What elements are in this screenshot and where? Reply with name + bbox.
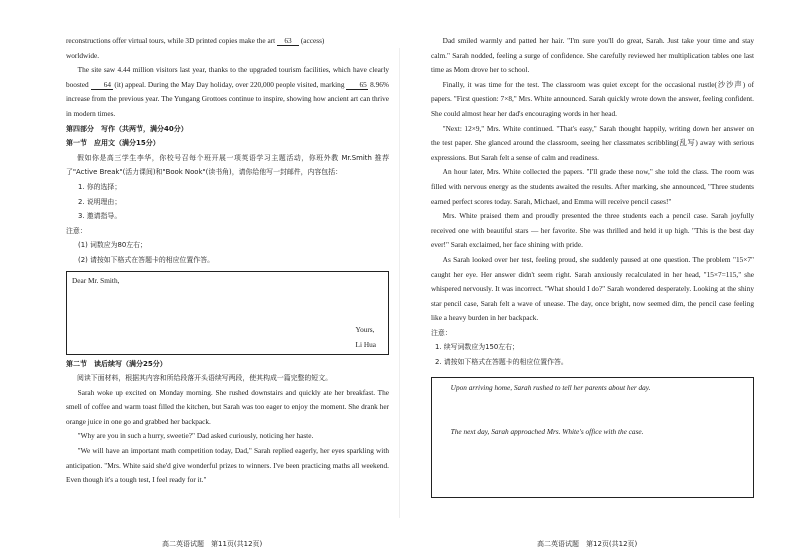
writing-space	[439, 395, 746, 425]
continuation-answer-box	[431, 377, 754, 498]
note-item: (2) 请按如下格式在答题卡的相应位置作答。	[78, 255, 214, 264]
passage-text: (access)	[299, 36, 325, 45]
list-item: 2. 说明理由；	[78, 197, 122, 206]
answer-blank-65: 65	[346, 80, 368, 90]
passage-paragraph	[66, 63, 389, 121]
passage-text: people visited, marking	[275, 79, 347, 89]
story-paragraph: Dad smiled warmly and patted her hair. "I'm sure you'll do great, Sarah. Just take your time and stay calm." Sarah nodded, feeling a surge of confidence. She carefully reviewed her multiplication tables one last time as Mom drove her to school.	[431, 36, 754, 75]
note-item: 2. 请按如下格式在答题卡的相应位置作答。	[435, 358, 568, 367]
story-paragraph: As Sarah looked over her test, feeling proud, she suddenly paused at one question. The problem "15×7" caught her eye. Her answer didn't seem right. Sarah anxiously recalculated in her head, "15×7=115," she whispered nervously. It was incorrect. "What should I do?" Sarah wondered desperately. Looking at the shiny star pencil case, Sarah felt a wave of unease. The day, once bright, now seemed dim, the pencil case feeling like a heavy burden in her backpack.	[431, 254, 754, 323]
passage-text: The site saw 4.44 million visitors last year, thanks to the upgraded tourism facilities,	[77, 65, 331, 75]
story-paragraph: "Next: 12×9," Mrs. White continued. "That's easy," Sarah thought happily, writing down her answer on the test paper. She glanced around the classroom, seeing her classmates scribbling(乱写) away with serious expressions. But Sarah felt a sense of calm and readiness.	[431, 123, 754, 162]
prompt-text: 假如你是高三学生李华，你校号召每个班开展一项英语学习主题活动，你班外教 Mr.	[77, 153, 352, 162]
list-item: 3. 邀请指导。	[78, 212, 122, 221]
passage-line: worldwide.	[66, 50, 100, 60]
answer-blank-64: 64	[91, 80, 113, 90]
letter-signature: Li Hua	[355, 339, 376, 349]
left-page	[66, 34, 389, 488]
story-paragraph: An hour later, Mrs. White collected the papers. "I'll grade these now," she told the class. The room was filled with nervous energy as the students awaited the results. After marking, she announced, "Three students earned perfect scores today. Sarah, Michael, and Emma will receive pencil cases!"	[431, 167, 754, 206]
passage-line	[66, 34, 389, 49]
letter-closing: Yours,	[355, 325, 375, 335]
answer-blank-63: 63	[277, 36, 299, 46]
page-footer-right: 高二英语试题 第12页(共12页)	[537, 540, 638, 548]
letter-greeting: Dear Mr. Smith,	[72, 275, 120, 285]
right-page	[431, 34, 754, 498]
section-instruction: 阅读下面材料，根据其内容和所给段落开头语续写两段，使其构成一篇完整的短文。	[77, 374, 332, 383]
note-item: 1. 续写词数应为150左右；	[435, 343, 519, 352]
passage-text: which have clearly boosted	[66, 65, 389, 89]
page-divider	[399, 48, 400, 518]
letter-answer-box	[66, 271, 389, 355]
paragraph-opener-1: Upon arriving home, Sarah rushed to tell her parents about her day.	[450, 382, 651, 392]
passage-text: 8.96% increase from the previous year. The Yungang	[66, 79, 389, 104]
prompt-text: Smith 推荐了"Active Break"(活力课间)和"Book Nook"(读书角)，请你给他写一封邮件，	[66, 153, 389, 177]
paragraph-opener-2: The next day, Sarah approached Mrs. White's office with the case.	[450, 427, 644, 437]
story-paragraph: Finally, it was time for the test. The classroom was quiet except for the occasional rustle(沙沙声) of papers. "First question: 7×8," Mrs. White announced. Sarah quickly wrote down the answer, feeling confident. She could almost hear her dad's encouraging words in her head.	[431, 79, 754, 118]
section-title: 第二节 读后续写（满分25分）	[66, 359, 167, 368]
note-label: 注意：	[431, 328, 452, 337]
list-item: 1. 你的选择；	[78, 182, 122, 191]
story-paragraph: "We will have an important math competition today, Dad," Sarah replied eagerly, her eyes sparkling with anticipation. "Mrs. White said she'd give wonderful prizes to winners. I've been practicing maths all weekend. Even though it's a tough test, I feel ready for it."	[66, 446, 389, 485]
part-title: 第四部分 写作（共两节，满分40分）	[66, 124, 188, 133]
passage-text: reconstructions offer virtual tours, while 3D printed copies make the art	[66, 36, 278, 45]
passage-text: (it) appeal. During the May Day holiday, over 220,000	[112, 79, 274, 89]
story-paragraph: Sarah woke up excited on Monday morning. She rushed downstairs and quickly ate her breakfast. The smell of coffee and warm toast filled the kitchen, but Sarah was too eager to enjoy the moment. She drank her orange juice in one go and grabbed her backpack.	[66, 387, 389, 426]
page-footer-left: 高二英语试题 第11页(共12页)	[162, 540, 263, 548]
prompt-text: 内容包括：	[307, 168, 342, 177]
passage-text: Grottoes continue to inspire, showing how ancient art can thrive in modern times.	[66, 94, 390, 118]
section-title: 第一节 应用文（满分15分）	[66, 139, 160, 148]
note-label: 注意：	[66, 226, 87, 235]
story-paragraph: Mrs. White praised them and proudly presented the three students each a pencil case. Sarah joyfully received one with beautiful stars — her favorite. She was thrilled and held it up high. "This is the best day ever!" Sarah exclaimed, her face shining with pride.	[431, 211, 754, 250]
letter-signoff	[356, 323, 376, 352]
note-item: (1) 词数应为80左右；	[78, 241, 147, 250]
story-paragraph: "Why are you in such a hurry, sweetie?" Dad asked curiously, noticing her haste.	[77, 431, 314, 441]
writing-prompt	[66, 151, 389, 180]
